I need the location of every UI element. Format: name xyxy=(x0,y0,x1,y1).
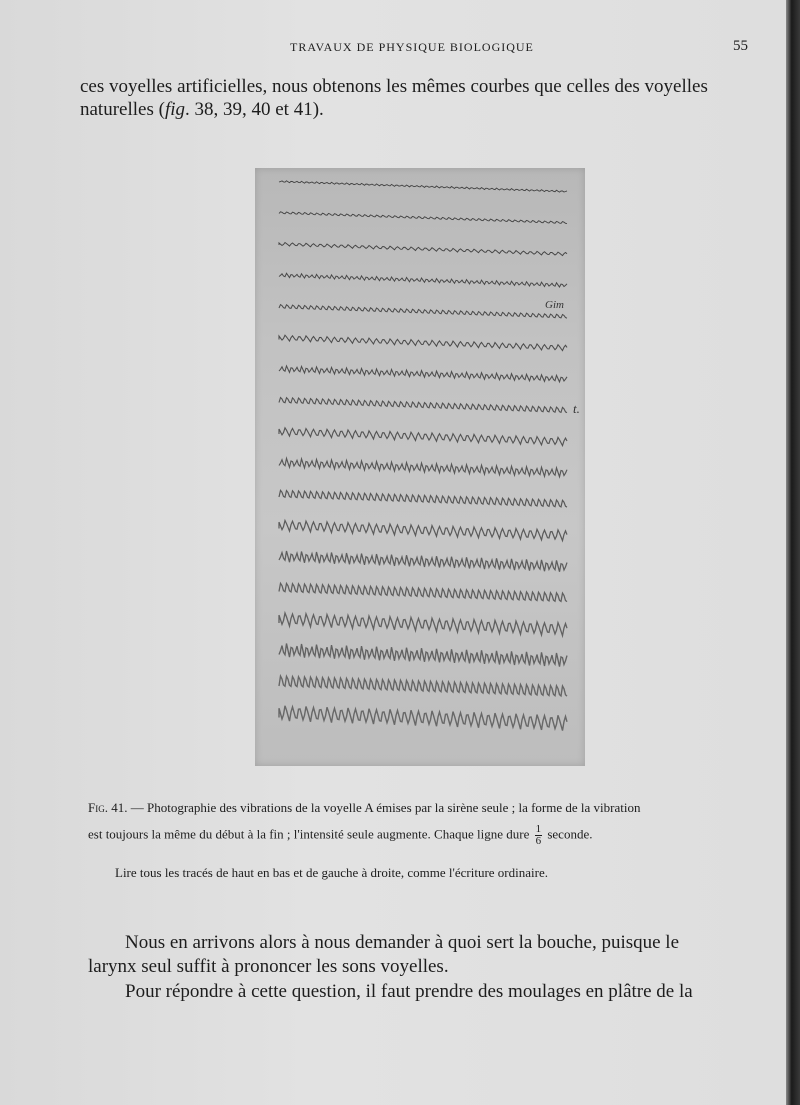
caption-text-2: est toujours la même du début à la fin ; l'intensité seule augmente. Chaque ligne dure xyxy=(88,826,530,842)
trace-line xyxy=(279,305,567,319)
fraction xyxy=(535,824,543,847)
paragraph-1-line-1: Nous en arrivons alors à nous demander à quoi sert la bouche, puisque le xyxy=(125,932,680,953)
trace-line xyxy=(279,458,567,476)
trace-line xyxy=(279,181,567,192)
intro-line-1: ces voyelles artificielles, nous obtenons les mêmes courbes que celles des voyelles xyxy=(80,76,708,97)
trace-line xyxy=(279,243,567,256)
trace-line xyxy=(279,398,567,413)
reading-note: Lire tous les tracés de haut en bas et de gauche à droite, comme l'écriture ordinaire. xyxy=(115,865,548,880)
trace-line xyxy=(279,613,567,636)
paragraph-1-line-2: larynx seul suffit à prononcer les sons voyelles. xyxy=(88,956,449,977)
fraction-numerator: 1 xyxy=(535,823,542,835)
fig-abbrev: fig xyxy=(164,99,185,120)
trace-line xyxy=(279,583,567,601)
intro-line-2-start: naturelles ( xyxy=(80,99,165,120)
caption-text-1: — Photographie des vibrations de la voyelle A émises par la sirène seule ; la forme de la vibration xyxy=(127,800,641,815)
trace-line xyxy=(279,212,567,224)
trace-line xyxy=(279,644,567,667)
fraction-denominator: 6 xyxy=(535,835,542,847)
handwritten-note: Gim xyxy=(545,299,564,311)
handwritten-mark: t. xyxy=(573,401,580,416)
vibration-photograph xyxy=(255,168,585,766)
trace-line xyxy=(279,335,567,350)
trace-line xyxy=(279,706,567,731)
trace-line xyxy=(279,428,567,446)
vibration-traces xyxy=(255,168,585,766)
trace-line xyxy=(279,366,567,382)
caption-line-2 xyxy=(88,824,758,847)
intro-line-2-end: . 38, 39, 40 et 41). xyxy=(185,99,324,120)
caption-text-3: seconde. xyxy=(547,826,593,842)
trace-line xyxy=(279,521,567,541)
page-edge-shadow xyxy=(786,0,800,1105)
trace-line xyxy=(279,676,567,696)
paragraph-2-line-1: Pour répondre à cette question, il faut prendre des moulages en plâtre de la xyxy=(125,981,693,1002)
trace-line xyxy=(279,490,567,507)
trace-line xyxy=(279,273,567,287)
running-title: TRAVAUX DE PHYSIQUE BIOLOGIQUE xyxy=(290,40,534,54)
page-number: 55 xyxy=(733,38,748,54)
intro-line-2 xyxy=(80,99,324,121)
caption-line-1 xyxy=(88,800,758,816)
trace-line xyxy=(279,551,567,572)
fig-label: Fig. 41. xyxy=(88,800,128,815)
